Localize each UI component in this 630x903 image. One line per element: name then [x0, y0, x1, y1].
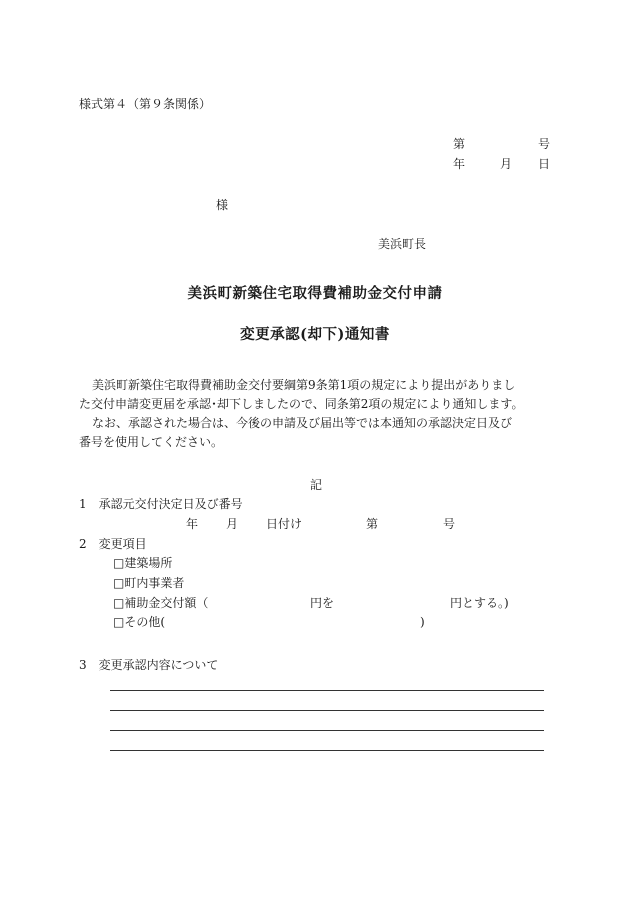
item1-dated: 日付け: [266, 517, 303, 531]
number-prefix: 第: [453, 137, 466, 151]
other-close-paren: ): [420, 615, 425, 629]
item3-label: 3 変更承認内容について: [79, 658, 219, 672]
amount-to-label: 円とする。): [450, 596, 509, 610]
body-paragraph-1-line-2: た交付申請変更届を承認･却下しましたので、同条第2項の規定により通知します。: [79, 397, 524, 411]
amount-from-label: 円を: [310, 596, 335, 610]
item1-number-suffix: 号: [443, 517, 456, 531]
body-paragraph-2-line-2: 番号を使用してください。: [79, 435, 224, 449]
addressee-suffix: 様: [216, 198, 229, 212]
option-local-contractor[interactable]: □町内事業者: [113, 576, 185, 590]
item1-number-prefix: 第: [366, 517, 379, 531]
option-other[interactable]: □その他(: [113, 615, 166, 629]
option-building-site[interactable]: □建築場所: [113, 556, 173, 570]
body-paragraph-1-line-1: 美浜町新築住宅取得費補助金交付要綱第9条第1項の規定により提出がありまし: [92, 378, 516, 392]
ki-heading: 記: [310, 478, 323, 492]
date-month: 月: [500, 157, 513, 171]
title-line-2: 変更承認(却下)通知書: [240, 326, 390, 343]
entry-line: [110, 750, 544, 751]
title-line-1: 美浜町新築住宅取得費補助金交付申請: [187, 285, 443, 302]
date-year: 年: [453, 157, 466, 171]
option-subsidy-amount[interactable]: □補助金交付額（: [113, 596, 209, 610]
body-paragraph-2-line-1: なお、承認された場合は、今後の申請及び届出等では本通知の承認決定日及び: [92, 416, 513, 430]
number-suffix: 号: [538, 137, 551, 151]
entry-line: [110, 690, 544, 691]
entry-line: [110, 710, 544, 711]
entry-line: [110, 730, 544, 731]
item1-label: 1 承認元交付決定日及び番号: [79, 497, 243, 511]
item2-label: 2 変更項目: [79, 537, 147, 551]
issuer: 美浜町長: [378, 237, 427, 251]
item1-year: 年: [186, 517, 199, 531]
form-label: 様式第４（第９条関係）: [79, 97, 212, 111]
item1-month: 月: [226, 517, 239, 531]
date-day: 日: [538, 157, 551, 171]
